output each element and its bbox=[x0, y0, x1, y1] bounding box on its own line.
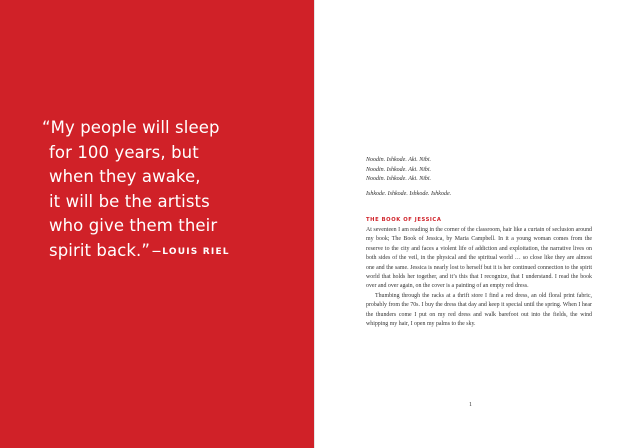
quote-line-1: “My people will sleep bbox=[42, 118, 220, 137]
quote-line-2: for 100 years, but bbox=[49, 142, 199, 162]
quote-line-3: when they awake, bbox=[49, 167, 201, 186]
body-text bbox=[366, 226, 592, 329]
opening-poem bbox=[366, 156, 451, 199]
poem-line-2: Noodin. Ishkode. Aki. Nibi. bbox=[366, 166, 432, 173]
quote-line-6-text: spirit back.” bbox=[49, 240, 151, 260]
quote-line-5: who give them their bbox=[49, 216, 218, 235]
page-number: 1 bbox=[469, 402, 472, 408]
section-heading: THE BOOK OF JESSICA bbox=[366, 217, 442, 223]
poem-line-3: Noodin. Ishkode. Aki. Nibi. bbox=[366, 176, 432, 183]
right-page-text bbox=[315, 0, 628, 448]
epigraph-quote bbox=[42, 116, 304, 266]
paragraph-2: Thumbing through the racks at a thrift store I find a red dress, an old floral print fabric, probably from the 70s. I buy the dress that day and keep it special until the spring. When I hear the thunders come I put on my red dress and walk barefoot out into the fields, the wind whipping my hair, I open my palms to the sky. bbox=[366, 292, 592, 328]
poem-line-1: Noodin. Ishkode. Aki. Nibi. bbox=[366, 157, 432, 163]
quote-line-4: it will be the artists bbox=[49, 191, 210, 211]
quote-attribution: —LOUIS RIEL bbox=[152, 246, 230, 257]
quote-line-6 bbox=[42, 239, 304, 267]
poem-final-line: Ishkode. Ishkode. Ishkode. Ishkode. bbox=[366, 190, 452, 197]
paragraph-1: At seventeen I am reading in the corner of the classroom, hair like a curtain of seclusion around my book; The Book of Jessica, by Maria Campbell. In it a young woman comes from the reserve to the city and faces a violent life of addiction and exploitation, the narrative lives on both sides of the veil, in the physical and the spiritual world … so close like they are almost one and the same. Jessica is nearly lost to herself but it is her continued connection to the spirit world that holds her together, and it’s this that I recognize, that I understand. I read the book over and over again, on the cover is a painting of an empty red dress. bbox=[366, 227, 592, 290]
